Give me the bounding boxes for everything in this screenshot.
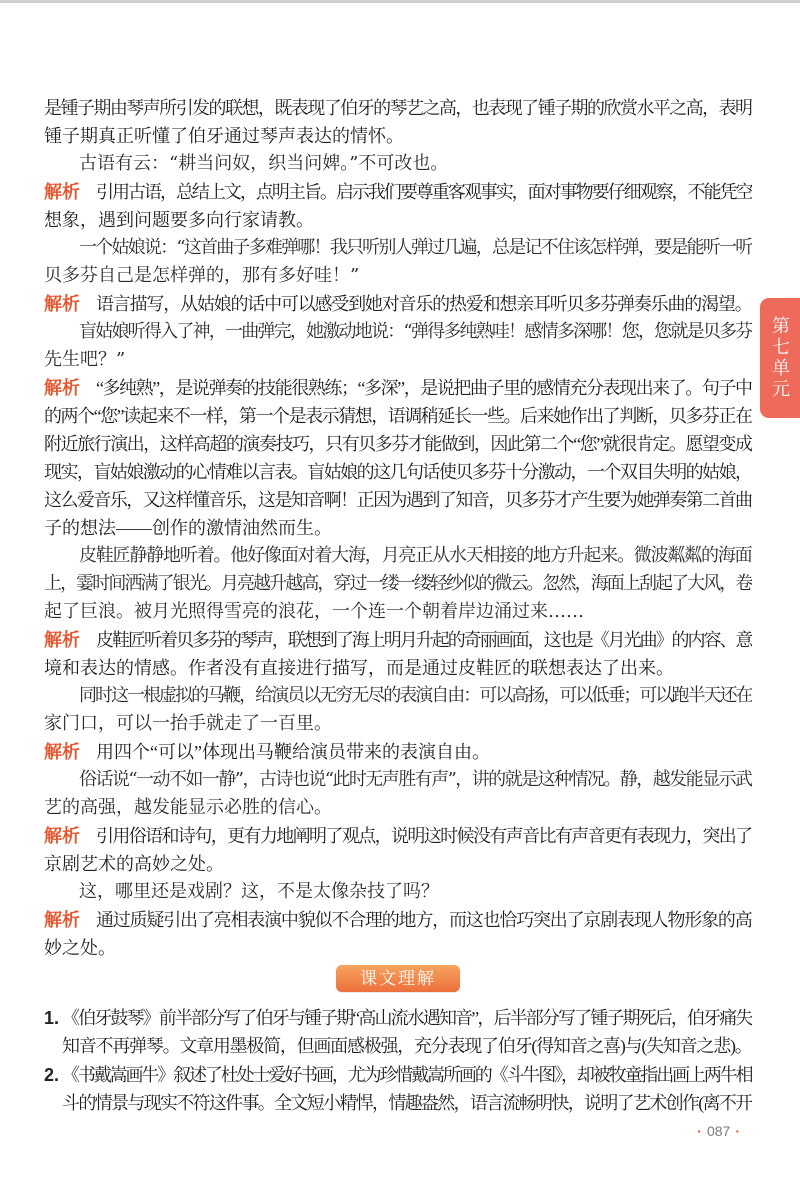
analysis-line: 用四个“可以”体现出马鞭给演员带来的表演自由。	[96, 742, 490, 762]
analysis-line: 妙之处。	[44, 938, 116, 958]
page-content	[44, 94, 752, 1117]
analysis-line: 通过质疑引出了亮相表演中貌似不合理的地方，而这也恰巧突出了京剧表现人物形象的高	[96, 910, 752, 930]
analysis-line: 京剧艺术的高妙之处。	[44, 854, 224, 874]
analysis-line: 的两个“您”读起来不一样，第一个是表示猜想，语调稍延长一些。后来她作出了判断，贝多芬正在	[44, 406, 752, 426]
quote-line: 盲姑娘听得入了神，一曲弹完，她激动地说：“弹得多纯熟哇！感情多深哪！您，您就是贝多芬	[79, 321, 752, 342]
quote-line: 起了巨浪。被月光照得雪亮的浪花，一个连一个朝着岸边涌过来……	[44, 601, 584, 622]
quote-line: 一个姑娘说：“这首曲子多难弹哪！我只听别人弹过几遍，总是记不住该怎样弹，要是能听一听	[79, 237, 752, 258]
analysis-note	[44, 738, 752, 766]
analysis-note	[44, 290, 752, 318]
item-line: 《伯牙鼓琴》前半部分写了伯牙与锺子期“高山流水遇知音”，后半部分写了锺子期死后，伯牙痛失	[62, 1008, 752, 1028]
quote-line: 这，哪里还是戏剧？这，不是太像杂技了吗？	[79, 881, 439, 902]
page-ornament: ·	[697, 1123, 702, 1139]
analysis-note	[44, 178, 752, 234]
analysis-label: 解析	[44, 294, 80, 314]
text-line: 锺子期真正听懂了伯牙通过琴声表达的情怀。	[44, 126, 404, 146]
analysis-line: 现实，盲姑娘激动的心情难以言表。盲姑娘的这几句话使贝多芬十分激动，一个双目失明的姑娘，	[44, 462, 752, 482]
analysis-line: “多纯熟”，是说弹奏的技能很熟练；“多深”，是说把曲子里的感情充分表现出来了。句子中	[96, 378, 752, 398]
analysis-line: 附近旅行演出，这样高超的演奏技巧，只有贝多芬才能做到，因此第二个“您”就很肯定。愿望变成	[44, 434, 752, 454]
quote-line: 古语有云：“耕当问奴，织当问婢。”不可改也。	[79, 153, 449, 174]
analysis-line: 引用俗语和诗句，更有力地阐明了观点，说明这时候没有声音比有声音更有表现力，突出了	[96, 826, 752, 846]
analysis-line: 想象，遇到问题要多向行家请教。	[44, 210, 314, 230]
text-line: 是锺子期由琴声所引发的联想，既表现了伯牙的琴艺之高，也表现了锺子期的欣赏水平之高，表明	[44, 98, 752, 118]
quote-line: 上，霎时间洒满了银光。月亮越升越高，穿过一缕一缕轻纱似的微云。忽然，海面上刮起了大风，卷	[44, 573, 752, 594]
analysis-line: 语言描写，从姑娘的话中可以感受到她对音乐的热爱和想亲耳听贝多芬弹奏乐曲的渴望。	[96, 294, 752, 314]
list-item	[44, 1061, 752, 1117]
analysis-label: 解析	[44, 182, 80, 202]
quote-passage	[44, 682, 752, 738]
unit-tab	[760, 298, 800, 418]
analysis-label: 解析	[44, 378, 80, 398]
analysis-label: 解析	[44, 630, 80, 650]
analysis-note	[44, 906, 752, 962]
item-line: 知音不再弹琴。文章用墨极简，但画面感极强，充分表现了伯牙(得知音之喜)与(失知音之悲)。	[62, 1036, 752, 1056]
section-title-badge: 课文理解	[336, 965, 460, 992]
item-line: 《书戴嵩画牛》叙述了杜处士爱好书画，尤为珍惜戴嵩所画的《斗牛图》，却被牧童指出画上两牛相	[62, 1065, 752, 1085]
analysis-line: 引用古语，总结上文，点明主旨。启示我们要尊重客观事实，面对事物要仔细观察，不能凭空	[96, 182, 752, 202]
comprehension-list	[44, 1004, 752, 1117]
analysis-label: 解析	[44, 742, 80, 762]
quote-passage	[44, 318, 752, 374]
item-number: 1.	[44, 1008, 60, 1028]
item-number: 2.	[44, 1065, 60, 1085]
paragraph-continuation	[44, 94, 752, 150]
analysis-line: 皮鞋匠听着贝多芬的琴声，联想到了海上明月升起的奇丽画面，这也是《月光曲》的内容、意	[96, 630, 752, 650]
quote-line: 同时这一根虚拟的马鞭，给演员以无穷无尽的表演自由：可以高扬，可以低垂；可以跑半天还在	[79, 685, 752, 706]
quote-passage	[44, 150, 752, 178]
quote-passage	[44, 766, 752, 822]
analysis-note	[44, 626, 752, 682]
quote-line: 先生吧？”	[44, 349, 126, 370]
analysis-line: 境和表达的情感。作者没有直接进行描写，而是通过皮鞋匠的联想表达了出来。	[44, 658, 674, 678]
quote-line: 家门口，可以一抬手就走了一百里。	[44, 713, 332, 734]
quote-passage	[44, 542, 752, 626]
quote-line: 皮鞋匠静静地听着。他好像面对着大海，月亮正从水天相接的地方升起来。微波粼粼的海面	[79, 545, 752, 566]
analysis-label: 解析	[44, 826, 80, 846]
page-number-value: 087	[706, 1123, 731, 1139]
quote-line: 贝多芬自己是怎样弹的，那有多好哇！”	[44, 265, 360, 286]
page-ornament: ·	[735, 1123, 740, 1139]
unit-tab-label: 第七单元	[770, 316, 790, 400]
quote-passage	[44, 878, 752, 906]
analysis-note	[44, 374, 752, 542]
top-border	[0, 0, 800, 3]
quote-passage	[44, 234, 752, 290]
analysis-line: 这么爱音乐，又这样懂音乐，这是知音啊！正因为遇到了知音，贝多芬才产生要为她弹奏第二首曲	[44, 490, 752, 510]
item-line: 斗的情景与现实不符这件事。全文短小精悍，情趣盎然，语言流畅明快，说明了艺术创作(离不开	[62, 1093, 752, 1113]
analysis-note	[44, 822, 752, 878]
analysis-line: 子的想法——创作的激情油然而生。	[44, 518, 332, 538]
section-header	[44, 962, 752, 994]
page-number	[692, 1121, 745, 1141]
analysis-label: 解析	[44, 910, 80, 930]
quote-line: 艺的高强，越发能显示必胜的信心。	[44, 797, 332, 818]
list-item	[44, 1004, 752, 1060]
quote-line: 俗话说“一动不如一静”，古诗也说“此时无声胜有声”，讲的就是这种情况。静，越发能显示武	[79, 769, 752, 790]
